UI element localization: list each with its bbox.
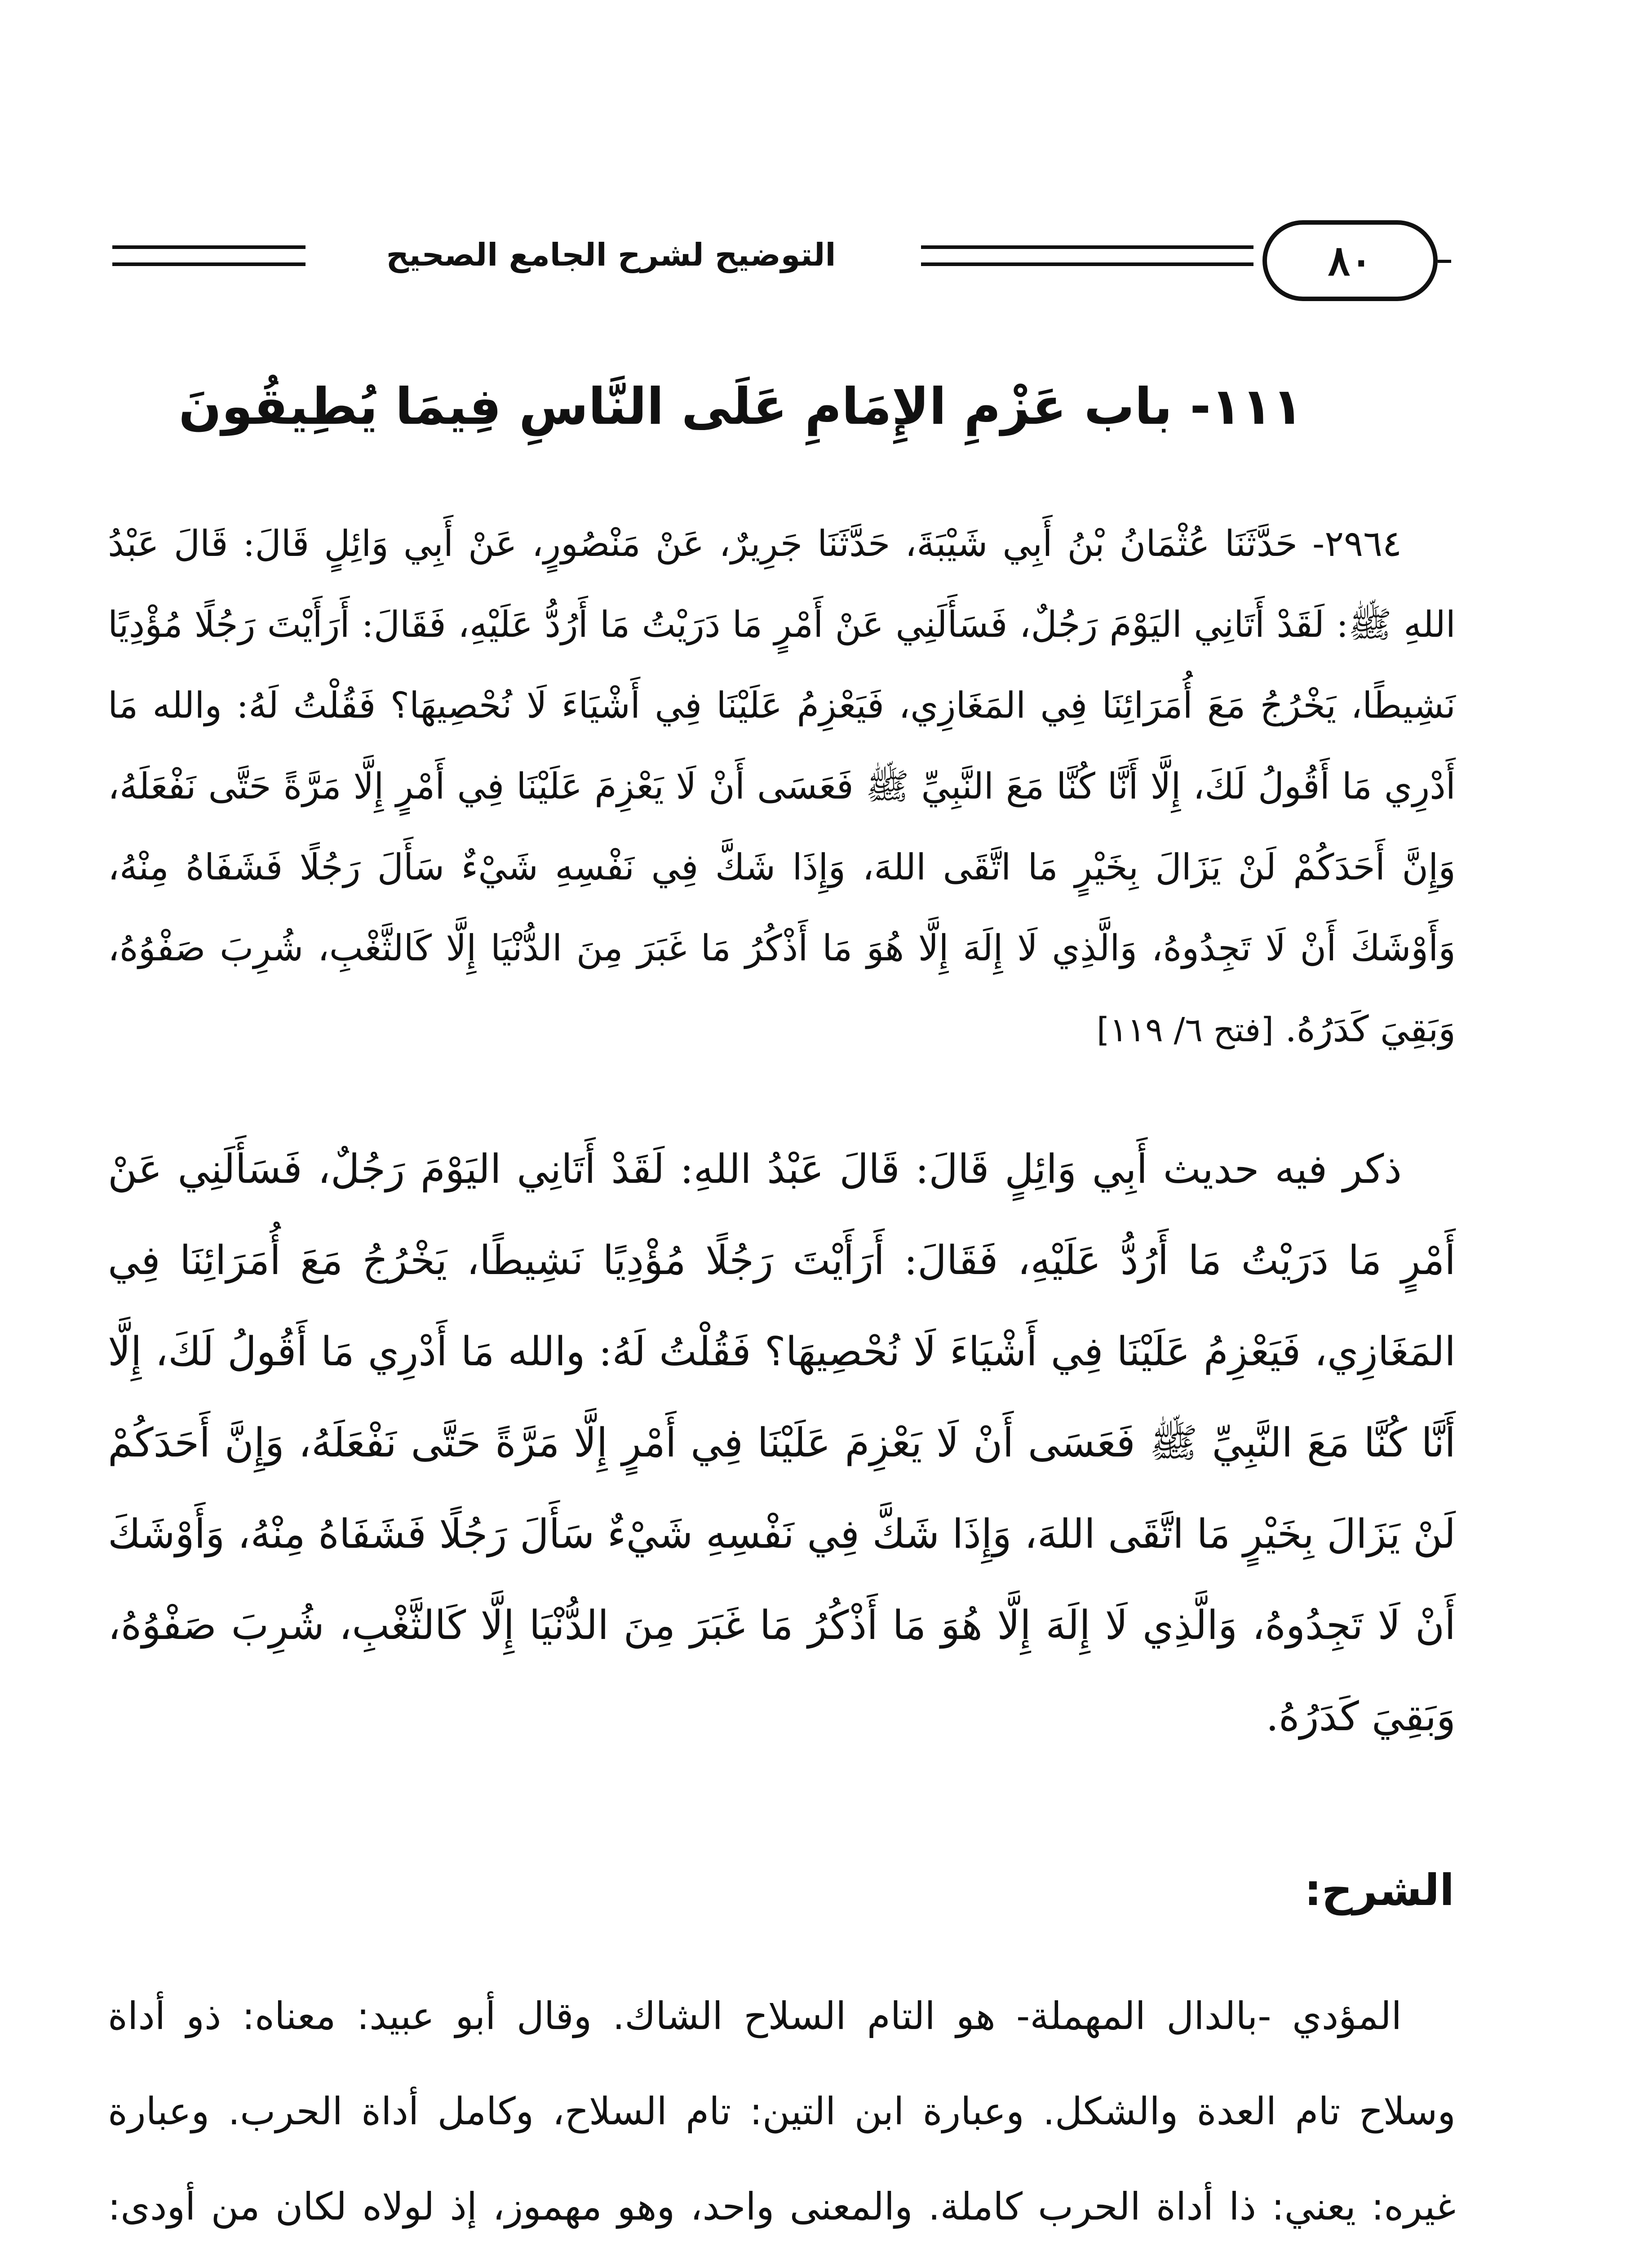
- sharh-heading: الشرح:: [1304, 1865, 1454, 1915]
- header-rule-middle: [921, 245, 1253, 266]
- hadith-paragraph: [108, 503, 1456, 1070]
- hadith-reference: [فتح ٦/ ١١٩]: [1096, 1011, 1274, 1049]
- header-rule-right-short: [1438, 260, 1451, 263]
- book-title: التوضيح لشرح الجامع الصحيح: [386, 236, 836, 273]
- hadith-block: [108, 503, 1456, 1070]
- hadith-text: ٢٩٦٤- حَدَّثَنَا عُثْمَانُ بْنُ أَبِي شَيْبَةَ، حَدَّثَنَا جَرِيرٌ، عَنْ مَنْصُورٍ، عَنْ أَبِي وَائِلٍ قَالَ: قَالَ عَبْدُ اللهِ ﷺ: لَقَدْ أَتَانِي اليَوْمَ رَجُلٌ، فَسَأَلَنِي عَنْ أَمْرٍ مَا دَرَيْتُ مَا أَرُدُّ عَلَيْهِ، فَقَالَ: أَرَأَيْتَ رَجُلًا مُؤْدِيًا نَشِيطًا، يَخْرُجُ مَعَ أُمَرَائِنَا فِي المَغَازِي، فَيَعْزِمُ عَلَيْنَا فِي أَشْيَاءَ لَا نُحْصِيهَا؟ فَقُلْتُ لَهُ: والله مَا أَدْرِي مَا أَقُولُ لَكَ، إِلَّا أَنَّا كُنَّا مَعَ النَّبِيِّ ﷺ فَعَسَى أَنْ لَا يَعْزِمَ عَلَيْنَا فِي أَمْرٍ إِلَّا مَرَّةً حَتَّى نَفْعَلَهُ، وَإِنَّ أَحَدَكُمْ لَنْ يَزَالَ بِخَيْرٍ مَا اتَّقَى اللهَ، وَإِذَا شَكَّ فِي نَفْسِهِ شَيْءٌ سَأَلَ رَجُلًا فَشَفَاهُ مِنْهُ، وَأَوْشَكَ أَنْ لَا تَجِدُوهُ، وَالَّذِي لَا إِلَهَ إِلَّا هُوَ مَا أَذْكُرُ مَا غَبَرَ مِنَ الدُّنْيَا إِلَّا كَالثَّغْبِ، شُرِبَ صَفْوُهُ، وَبَقِيَ كَدَرُهُ.: [108, 523, 1456, 1050]
- narration-block: [108, 1124, 1456, 1762]
- chapter-heading: ١١١- باب عَزْمِ الإِمَامِ عَلَى النَّاسِ فِيمَا يُطِيقُونَ: [178, 377, 1303, 436]
- page-number-text: ٨٠: [1328, 236, 1373, 285]
- commentary-paragraph: المؤدي -بالدال المهملة- هو التام السلاح الشاك. وقال أبو عبيد: معناه: ذو أداة وسلاح تام العدة والشكل. وعبارة ابن التين: تام السلاح، وكامل أداة الحرب. وعبارة غيره: يعني: ذا أداة الحرب كاملة. والمعنى واحد، وهو مهموز، إذ لولاه لكان من أودى:: [108, 1994, 1456, 2229]
- header-rule-left: [112, 245, 306, 266]
- page-header: [103, 220, 1451, 306]
- narration-paragraph: ذكر فيه حديث أَبِي وَائِلٍ قَالَ: قَالَ عَبْدُ اللهِ: لَقَدْ أَتَانِي اليَوْمَ رَجُلٌ، فَسَأَلَنِي عَنْ أَمْرٍ مَا دَرَيْتُ مَا أَرُدُّ عَلَيْهِ، فَقَالَ: أَرَأَيْتَ رَجُلًا مُؤْدِيًا نَشِيطًا، يَخْرُجُ مَعَ أُمَرَائِنَا فِي المَغَازِي، فَيَعْزِمُ عَلَيْنَا فِي أَشْيَاءَ لَا نُحْصِيهَا؟ فَقُلْتُ لَهُ: والله مَا أَدْرِي مَا أَقُولُ لَكَ، إِلَّا أَنَّا كُنَّا مَعَ النَّبِيِّ ﷺ فَعَسَى أَنْ لَا يَعْزِمَ عَلَيْنَا فِي أَمْرٍ إِلَّا مَرَّةً حَتَّى نَفْعَلَهُ، وَإِنَّ أَحَدَكُمْ لَنْ يَزَالَ بِخَيْرٍ مَا اتَّقَى اللهَ، وَإِذَا شَكَّ فِي نَفْسِهِ شَيْءٌ سَأَلَ رَجُلًا فَشَفَاهُ مِنْهُ، وَأَوْشَكَ أَنْ لَا تَجِدُوهُ، وَالَّذِي لَا إِلَهَ إِلَّا هُوَ مَا أَذْكُرُ مَا غَبَرَ مِنَ الدُّنْيَا إِلَّا كَالثَّغْبِ، شُرِبَ صَفْوُهُ، وَبَقِيَ كَدَرُهُ.: [108, 1146, 1456, 1740]
- commentary-block: [108, 1968, 1456, 2247]
- page-number: [1262, 220, 1438, 301]
